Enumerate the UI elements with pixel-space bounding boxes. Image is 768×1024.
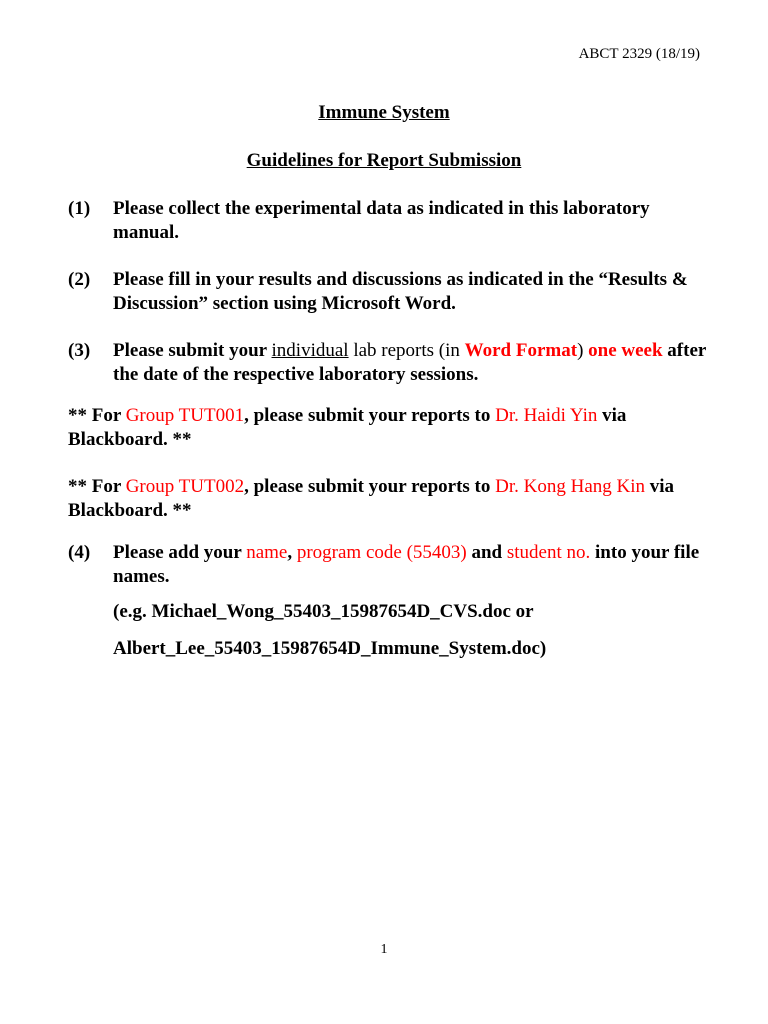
text-part: after the date of the respective laboratory sessions. — [113, 340, 706, 385]
text-part: ** For — [68, 405, 126, 426]
group-tut001-note — [68, 404, 708, 452]
item-text — [113, 339, 708, 387]
individual-emphasis: individual — [271, 340, 349, 361]
text-part: ) — [577, 340, 589, 361]
guideline-item-2 — [68, 268, 708, 316]
text-part: and — [466, 542, 507, 563]
text-part: Please submit your — [113, 340, 272, 361]
text-part: Please add your — [113, 542, 247, 563]
group-name-highlight: Group TUT002 — [125, 476, 245, 497]
name-highlight: name — [246, 542, 288, 563]
word-format-highlight: Word Format — [464, 340, 578, 361]
guideline-item-3 — [68, 339, 708, 387]
teacher-name-highlight: Dr. Haidi Yin — [495, 405, 598, 426]
item-number: (2) — [68, 269, 91, 290]
item-number: (1) — [68, 198, 91, 219]
text-part: into your file names. — [113, 542, 700, 587]
filename-example-1: (e.g. Michael_Wong_55403_15987654D_CVS.doc or — [113, 601, 534, 622]
one-week-highlight: one week — [588, 340, 663, 361]
group-name-highlight: Group TUT001 — [125, 405, 245, 426]
course-code: ABCT 2329 (18/19) — [578, 46, 700, 62]
text-part: via Blackboard. ** — [68, 476, 675, 521]
text-part: , — [287, 542, 297, 563]
teacher-name-highlight: Dr. Kong Hang Kin — [495, 476, 646, 497]
text-part: lab reports (in — [348, 340, 465, 361]
page-subtitle: Guidelines for Report Submission — [246, 150, 522, 171]
item-text: Please fill in your results and discussions as indicated in the “Results & Discussion” section using Microsoft Word. — [113, 269, 688, 314]
item-text: Please collect the experimental data as indicated in this laboratory manual. — [113, 198, 650, 243]
text-part: via Blackboard. ** — [68, 405, 627, 450]
guideline-item-4 — [68, 541, 708, 589]
item-number: (4) — [68, 542, 91, 563]
student-no-highlight: student no. — [506, 542, 591, 563]
item-number: (3) — [68, 340, 91, 361]
text-part: , please submit your reports to — [244, 476, 496, 497]
text-part: ** For — [68, 476, 126, 497]
program-code-highlight: program code (55403) — [296, 542, 467, 563]
page-title: Immune System — [318, 102, 450, 123]
page-number: 1 — [380, 942, 388, 957]
filename-example-2: Albert_Lee_55403_15987654D_Immune_System.doc) — [113, 638, 547, 659]
guideline-item-1 — [68, 197, 708, 245]
text-part: , please submit your reports to — [244, 405, 496, 426]
item-text — [113, 541, 708, 589]
group-tut002-note — [68, 475, 708, 523]
